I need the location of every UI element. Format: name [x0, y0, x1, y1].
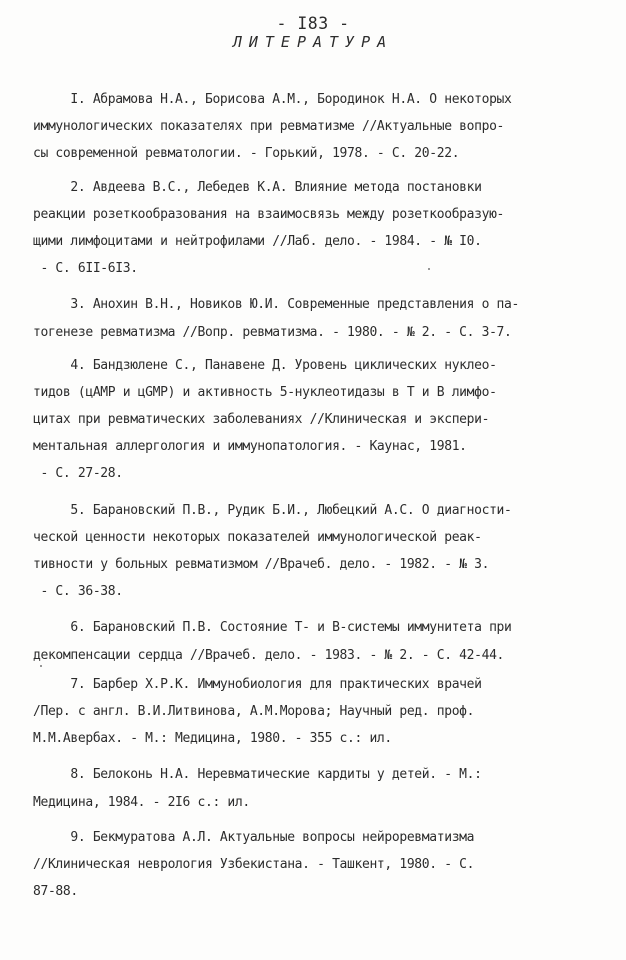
reference-line: реакции розеткообразования на взаимосвязь между розеткообразую-	[33, 206, 505, 222]
reference-line: 5. Барановский П.В., Рудик Б.И., Любецкий А.С. О диагности-	[33, 502, 512, 518]
reference-line: 6. Барановский П.В. Состояние Т- и В-системы иммунитета при	[33, 620, 512, 636]
reference-item	[33, 614, 593, 668]
reference-line: тогенезе ревматизма //Вопр. ревматизма. - 1980. - № 2. - С. 3-7.	[33, 324, 512, 340]
reference-item	[33, 824, 593, 906]
reference-line: 7. Барбер Х.Р.К. Иммунобиология для практических врачей	[33, 676, 482, 692]
reference-line: I. Абрамова Н.А., Борисова А.М., Бородинок Н.А. О некоторых	[33, 92, 512, 107]
reference-line: 87-88.	[33, 884, 78, 900]
reference-line: - С. 36-38.	[33, 584, 123, 600]
reference-item	[33, 497, 593, 606]
reference-line: - С. 6II-6I3.	[33, 261, 138, 277]
reference-line: //Клиническая неврология Узбекистана. - Ташкент, 1980. - С.	[33, 856, 475, 872]
reference-line: тидов (цАМР и цGMP) и активность 5-нуклеотидазы в Т и В лимфо-	[33, 384, 497, 400]
reference-item	[33, 291, 593, 345]
scan-speck	[40, 665, 42, 667]
reference-line: 8. Белоконь Н.А. Неревматические кардиты у детей. - М.:	[33, 767, 482, 783]
reference-line: М.М.Авербах. - М.: Медицина, 1980. - 355 с.: ил.	[33, 731, 392, 747]
reference-list	[33, 86, 593, 915]
reference-item	[33, 174, 593, 283]
reference-item	[33, 352, 593, 488]
page-number: - I83 -	[276, 14, 350, 33]
reference-line: щими лимфоцитами и нейтрофилами //Лаб. дело. - 1984. - № I0.	[33, 233, 482, 249]
reference-line: тивности у больных ревматизмом //Врачеб. дело. - 1982. - № 3.	[33, 557, 490, 572]
reference-line: 3. Анохин В.Н., Новиков Ю.И. Современные представления о па-	[33, 297, 519, 313]
reference-item	[33, 671, 593, 753]
reference-line: сы современной ревматологии. - Горький, 1978. - С. 20-22.	[33, 146, 460, 162]
reference-line: 4. Бандзюлене С., Панавене Д. Уровень циклических нуклео-	[33, 357, 497, 373]
reference-line: ментальная аллергология и иммунопатология. - Каунас, 1981.	[33, 439, 467, 455]
reference-line: ческой ценности некоторых показателей иммунологической реак-	[33, 529, 482, 545]
reference-item	[33, 86, 593, 168]
reference-line: цитах при ревматических заболеваниях //Клиническая и экспери-	[33, 412, 490, 428]
scan-speck	[428, 268, 430, 270]
reference-line: 9. Бекмуратова А.Л. Актуальные вопросы нейроревматизма	[33, 829, 475, 845]
reference-line: Медицина, 1984. - 2I6 с.: ил.	[33, 794, 250, 810]
page-title: ЛИТЕРАТУРА	[232, 33, 394, 51]
reference-line: иммунологических показателях при ревматизме //Актуальные вопро-	[33, 119, 505, 135]
reference-line: декомпенсации сердца //Врачеб. дело. - 1983. - № 2. - С. 42-44.	[33, 647, 505, 663]
reference-line: /Пер. с англ. В.И.Литвинова, А.М.Морова; Научный ред. проф.	[33, 703, 475, 719]
reference-line: - С. 27-28.	[33, 466, 123, 482]
reference-item	[33, 761, 593, 815]
reference-line: 2. Авдеева В.С., Лебедев К.А. Влияние метода постановки	[33, 179, 482, 195]
